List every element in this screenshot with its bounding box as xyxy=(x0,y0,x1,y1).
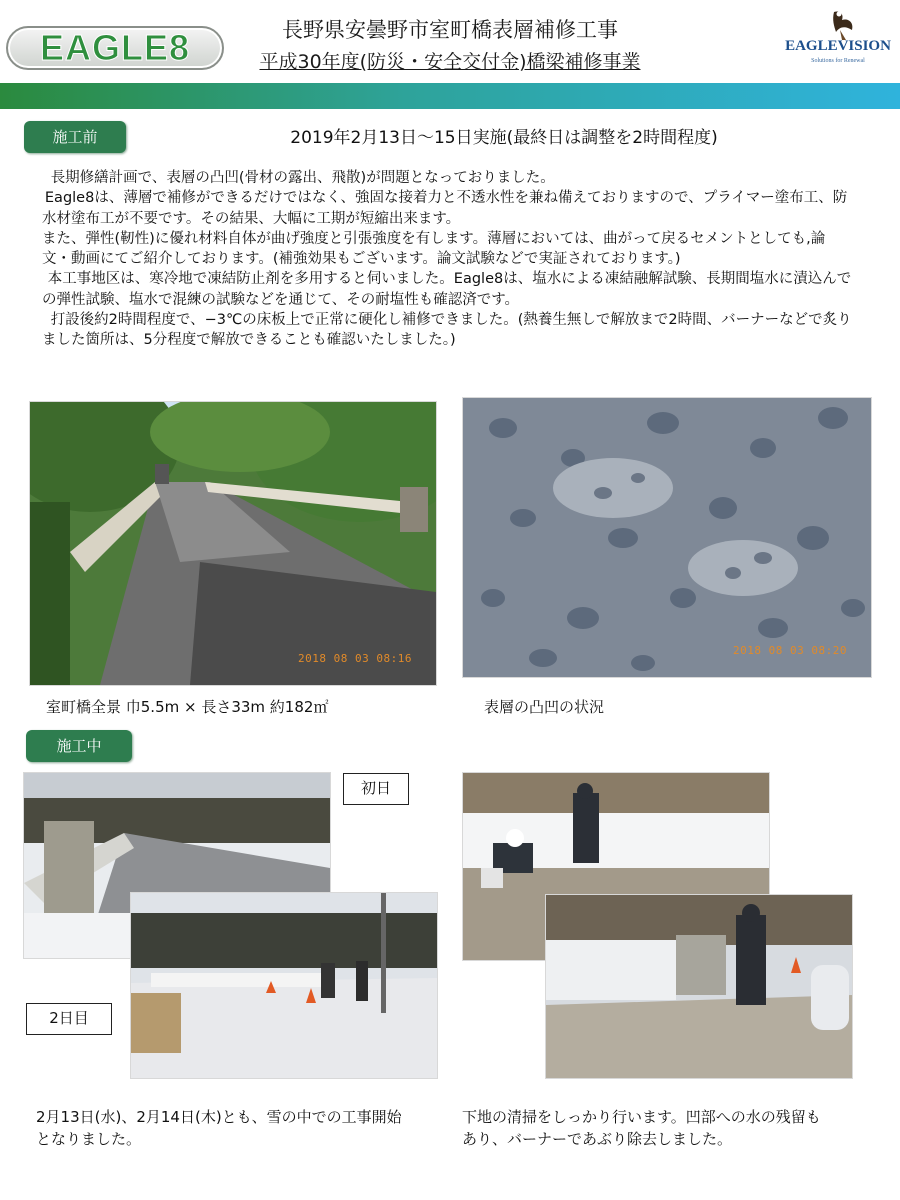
caption-snow: 2月13日(水)、2月14日(木)とも、雪の中での工事開始となりました。 xyxy=(36,1108,402,1148)
paragraph: 長期修繕計画で、表層の凸凹(骨材の露出、飛散)が問題となっておりました。 xyxy=(50,170,555,186)
eaglevision-logo: EAGLEVISION Solutions for Renewal xyxy=(782,8,894,72)
bridge-overview-photo xyxy=(29,401,437,686)
caption-surface: 表層の凸凹の状況 xyxy=(484,698,605,716)
date-heading: 2019年2月13日〜15日実施(最終日は調整を2時間程度) xyxy=(290,128,718,148)
surface-closeup-photo xyxy=(462,397,872,678)
paragraph: また、弾性(靭性)に優れ材料自体が曲げ強度と引張強度を有します。薄層においては、曲がって戻るセメントとしても,論文・動画にてご紹介しております。(補強効果もございます。論文試験などで実証されております。) xyxy=(42,230,826,268)
day2-snow-photo xyxy=(130,892,438,1079)
photo-timestamp: 2018 08 03 08:20 xyxy=(733,644,847,657)
caption-bridge-overview: 室町橋全景 巾5.5m × 長さ33m 約182㎡ xyxy=(46,698,329,716)
photo-timestamp: 2018 08 03 08:16 xyxy=(298,652,412,665)
page-title: 長野県安曇野市室町橋表層補修工事 xyxy=(282,18,618,42)
paragraph: 打設後約2時間程度で、−3℃の床板上で正常に硬化し補修できました。(熱養生無しで解放まで2時間、バーナーなどで炙りました箇所は、5分程度で解放できることも確認いたしました。) xyxy=(42,312,852,349)
eagle-bird-icon xyxy=(782,8,894,42)
burner-photo xyxy=(545,894,853,1079)
section-tag-before: 施工前 xyxy=(24,121,126,153)
eagle8-logo: EAGLE8 xyxy=(6,26,224,70)
header-band xyxy=(0,83,900,109)
description-text xyxy=(42,168,854,351)
caption-cleaning: 下地の清掃をしっかり行います。凹部への水の残留もあり、バーナーであぶり除去しました。 xyxy=(462,1108,821,1148)
page-subtitle: 平成30年度(防災・安全交付金)橋梁補修事業 xyxy=(259,51,641,73)
section-tag-during: 施工中 xyxy=(26,730,132,762)
paragraph: Eagle8は、薄層で補修ができるだけではなく、強固な接着力と不透水性を兼ね備えておりますので、プライマー塗布工、防水材塗布工が不要です。その結果、大幅に工期が短縮出来ます。 xyxy=(42,190,848,227)
paragraph: 本工事地区は、寒冷地で凍結防止剤を多用すると伺いました。Eagle8は、塩水による凍結融解試験、長期間塩水に漬込んでの弾性試験、塩水で混練の試験などを通じて、その耐塩性も確認済です。 xyxy=(42,271,852,308)
label-day2: 2日目 xyxy=(26,1003,112,1035)
label-day1: 初日 xyxy=(343,773,409,805)
